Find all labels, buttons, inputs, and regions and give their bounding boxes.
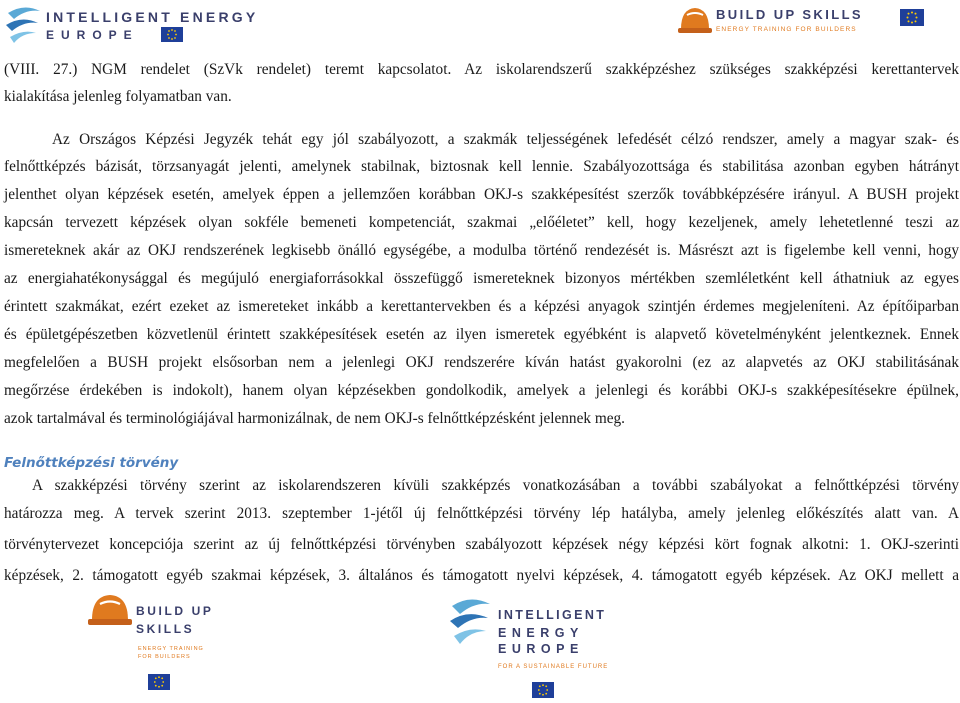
logo-subtitle: EUROPE: [498, 642, 584, 656]
text-line: megfelelően a BUSH projekt elsősorban nem a jelenlegi OKJ rendszerére kíván hatást gyakorolni (ez az alapvetés az OKJ stabilitásának: [4, 354, 959, 371]
text-line: az energiahatékonysággal és megújuló energiaforrásokkal összefüggő ismereteknek bizonyos mértékben szemléletként kell áthatniuk az egyes: [4, 270, 959, 287]
eu-flag-icon: [900, 9, 924, 26]
text-line: ismereteknek akár az OKJ rendszerének legkisebb önálló egységébe, a modulba történő rendezését is. Másrészt azt is figelembe kell venni, hogy: [4, 242, 959, 259]
text-line: kialakítása jelenleg folyamatban van.: [4, 88, 232, 105]
logo-title: INTELLIGENT ENERGY: [46, 9, 259, 25]
text-line: törvénytervezet koncepciója szerint az új felnőttképzési törvényben szabályozott képzések négy képzési kört fognak alkotni: 1. OKJ-szerinti: [4, 536, 959, 553]
logo-tagline: ENERGY TRAINING: [138, 646, 204, 652]
build-up-skills-footer-logo: [88, 590, 214, 696]
text-line: kapcsán tervezett képzések olyan sokféle bemeneti kompetenciát, szakmai „előéletet” kell, hogy kezeljenek, amely lehetetlenné teszi az: [4, 214, 959, 231]
eu-flag-icon: [532, 682, 554, 698]
text-line: Az Országos Képzési Jegyzék tehát egy jól szabályozott, a szakmák teljességének lefedését célzó rendszer, amely a magyar szak- és: [52, 131, 959, 148]
build-up-skills-helmet-icon: [88, 590, 132, 630]
build-up-skills-helmet-icon: [678, 3, 712, 39]
logo-tagline: FOR A SUSTAINABLE FUTURE: [498, 664, 609, 670]
intelligent-energy-europe-footer-logo: [448, 588, 608, 700]
text-line: jelenthet olyan képzések esetén, amelyek éppen a jellemzően korábban OKJ-s szakképesítést szerzők továbbképzésére irányul. A BUSH projekt: [4, 186, 959, 203]
logo-title: INTELLIGENT: [498, 608, 607, 622]
text-line: azok tartalmával és terminológiájával harmonizálnak, de nem OKJ-s felnőttképzésként jelennek meg.: [4, 410, 625, 427]
text-line: határozza meg. A tervek szerint 2013. szeptember 1-jétől új felnőttképzési törvény lép hatályba, amely jelenleg előkészítés alatt van. A: [4, 505, 959, 522]
logo-subtitle: EUROPE: [46, 28, 139, 42]
text-line: megőrzése érdekében is indokolt), hanem olyan képzésekben gondolkodik, amelyek a jelenlegi és korábbi OKJ-s szakképesítésekre épülnek,: [4, 382, 959, 399]
text-line: A szakképzési törvény szerint az iskolarendszeren kívüli szakképzés vonatkozásában a további szabályokat a felnőttképzési törvény: [32, 477, 959, 494]
logo-tagline: FOR BUILDERS: [138, 654, 191, 660]
section-heading: Felnőttképzési törvény: [4, 455, 179, 471]
logo-title: BUILD UP SKILLS: [716, 7, 863, 22]
text-line: felnőttképzés bázisát, törzsanyagát jelenti, amelynek stabilnak, biztosnak kell lennie. Szabályozottsága és stabilitása azonban egyben hátrányt: [4, 158, 959, 175]
intelligent-energy-swoosh-icon: [448, 594, 494, 646]
build-up-skills-logo: [676, 3, 956, 43]
logo-title: SKILLS: [136, 622, 195, 636]
text-line: képzések, 2. támogatott egyéb szakmai képzések, 3. általános és támogatott nyelvi képzések, 4. támogatott egyéb képzések. Az OKJ mellett a: [4, 567, 959, 584]
eu-flag-icon: [148, 674, 170, 690]
logo-title: ENERGY: [498, 626, 584, 640]
intelligent-energy-swoosh-icon: [4, 3, 44, 45]
eu-flag-icon: [161, 27, 183, 42]
logo-tagline: ENERGY TRAINING FOR BUILDERS: [716, 26, 857, 33]
text-line: érintett szakmákat, ezért ezeket az ismereteket inkább a kerettantervekben és a képzési anyagok szintjén érdemes megjeleníteni. Az építőiparban: [4, 298, 959, 315]
text-line: és épületgépészetben közvetlenül érintett szakképesítések esetén az ilyen ismeretek egyébként is alapvető követelményként jelentkeznek. Ennek: [4, 326, 959, 343]
intelligent-energy-europe-logo: [4, 3, 274, 45]
text-line: (VIII. 27.) NGM rendelet (SzVk rendelet) teremt kapcsolatot. Az iskolarendszerű szakképzéshez szükséges szakképzési kerettantervek: [4, 61, 959, 78]
logo-title: BUILD UP: [136, 604, 214, 618]
